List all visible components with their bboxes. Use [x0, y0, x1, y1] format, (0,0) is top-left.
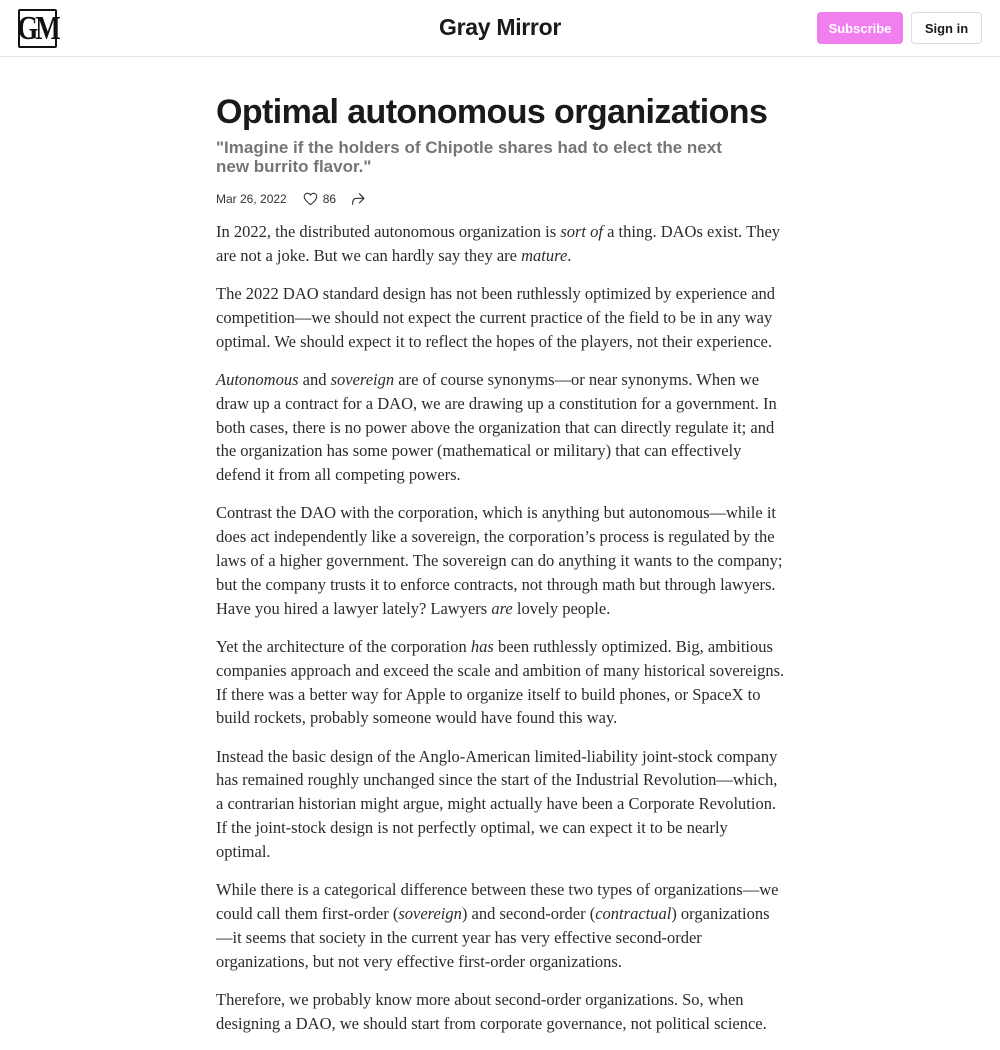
subscribe-button[interactable]: Subscribe: [817, 12, 903, 44]
emphasis-text: sovereign: [330, 369, 395, 389]
body-paragraph: [216, 220, 786, 268]
paragraph-text: lovely people.: [512, 598, 611, 618]
emphasis-text: sort of: [560, 222, 603, 241]
site-title[interactable]: Gray Mirror: [439, 14, 561, 40]
body-paragraph: [216, 368, 786, 487]
logo-frame: [17, 9, 58, 47]
paragraph-text: While there is a categorical difference between these two types of organizations—we could call them first-order (: [216, 880, 779, 923]
paragraph-text: a thing. DAOs exist. They are not a joke. But we can hardly say they are: [216, 222, 781, 265]
post-title: Optimal autonomous organizations: [216, 93, 768, 131]
heart-icon: [302, 191, 319, 207]
paragraph-text: been ruthlessly optimized. Big, ambitious companies approach and exceed the scale and ambition of many historical sovereigns. If there was a better way for Apple to organize itself to build phones, or SpaceX to build rockets, probably someone would have found this way.: [216, 636, 785, 728]
post-date: Mar 26, 2022: [216, 192, 287, 206]
logo-text: GM: [17, 9, 58, 47]
emphasis-text: mature: [521, 245, 568, 265]
post-meta: [216, 189, 786, 209]
post-subtitle: "Imagine if the holders of Chipotle shares had to elect the next new burrito flavor.": [216, 138, 722, 176]
paragraph-text: Therefore, we probably know more about second-order organizations. So, when designing a DAO, we should start from corporate governance, not political science.: [216, 989, 767, 1033]
paragraph-text: .: [567, 245, 572, 265]
paragraph-text: Yet the architecture of the corporation: [216, 636, 471, 656]
sign-in-button[interactable]: Sign in: [911, 12, 982, 44]
share-arrow-icon: [350, 191, 366, 207]
body-paragraph: [216, 635, 786, 730]
emphasis-text: contractual: [595, 903, 672, 923]
emphasis-text: are: [491, 598, 513, 618]
emphasis-text: Autonomous: [216, 369, 299, 389]
paragraph-text: Contrast the DAO with the corporation, which is anything but autonomous—while it does act independently like a sovereign, the corporation’s process is regulated by the laws of a higher government. The sovereign can do anything it wants to the company; but the company trusts it to enforce contracts, not through math but through lawyers. Have you hired a lawyer lately? Lawyers: [216, 503, 783, 618]
body-paragraph: [216, 745, 786, 864]
emphasis-text: sovereign: [398, 903, 462, 923]
body-paragraph: [216, 988, 786, 1036]
paragraph-text: In 2022, the distributed autonomous organization is: [216, 222, 561, 241]
like-count: 86: [322, 192, 337, 206]
article: [216, 92, 786, 1050]
paragraph-text: ) organizations—it seems that society in the current year has very effective second-order organizations, but not very effective first-order organizations.: [216, 903, 770, 971]
share-button[interactable]: [350, 191, 366, 207]
body-paragraph: [216, 501, 786, 620]
body-paragraph: [216, 282, 786, 353]
paragraph-text: are of course synonyms—or near synonyms. When we draw up a contract for a DAO, we are drawing up a constitution for a government. In both cases, there is no power above the organization that can directly regulate it; and the organization has some power (mathematical or military) that can effectively defend it from all competing powers.: [216, 369, 777, 485]
paragraph-text: ) and second-order (: [461, 903, 596, 923]
top-navigation-bar: [0, 0, 1000, 57]
post-body: [216, 220, 786, 1035]
emphasis-text: has: [470, 636, 494, 656]
publication-logo[interactable]: [18, 9, 57, 48]
paragraph-text: Instead the basic design of the Anglo-American limited-liability joint-stock company has remained roughly unchanged since the start of the Industrial Revolution—which, a contrarian historian might argue, might actually have been a Corporate Revolution. If the joint-stock design is not perfectly optimal, we can expect it to be nearly optimal.: [216, 746, 778, 861]
paragraph-text: The 2022 DAO standard design has not been ruthlessly optimized by experience and competition—we should not expect the current practice of the field to be in any way optimal. We should expect it to reflect the hopes of the players, not their experience.: [216, 284, 776, 351]
body-paragraph: [216, 878, 786, 973]
like-button[interactable]: [302, 191, 336, 207]
paragraph-text: and: [298, 369, 331, 389]
